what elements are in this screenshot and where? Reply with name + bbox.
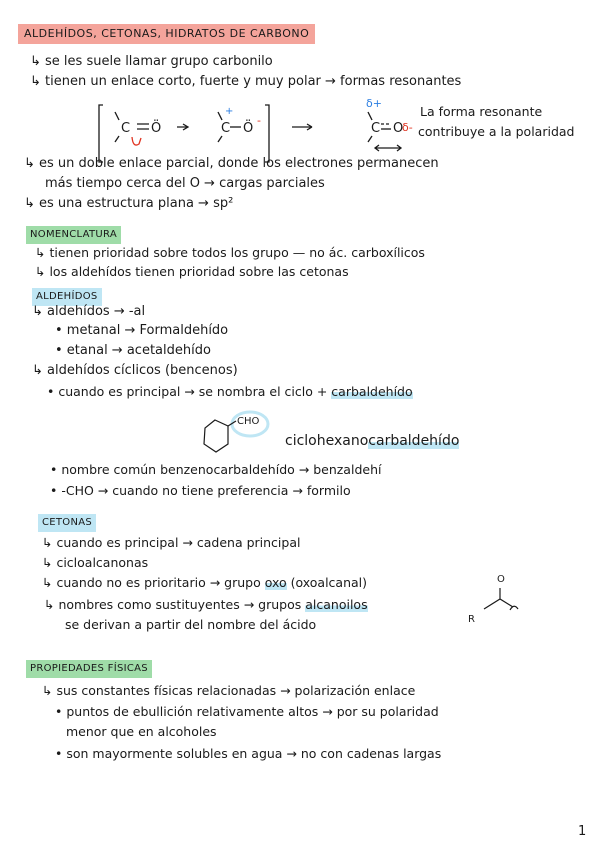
- note-line: ↳ es un doble enlace parcial, donde los electrones permanecen: [24, 156, 439, 171]
- highlighted-term: carbaldehído: [368, 433, 460, 449]
- note-line: ↳ cicloalcanonas: [42, 555, 149, 570]
- note-line: • nombre común benzenocarbaldehído → benzaldehí: [50, 462, 382, 477]
- note-text: ↳ cuando no es prioritario → grupo: [42, 575, 265, 590]
- note-line: ↳ aldehídos → -al: [32, 304, 146, 319]
- page-number: 1: [578, 824, 587, 839]
- svg-text:C: C: [371, 121, 381, 136]
- svg-text:O: O: [393, 121, 404, 136]
- resonance-note: contribuye a la polaridad: [418, 124, 575, 139]
- svg-text:C: C: [121, 121, 131, 136]
- acyl-r-label: R: [468, 614, 475, 625]
- compound-name: [285, 433, 459, 449]
- note-line: ↳ tienen prioridad sobre todos los grupo — no ác. carboxílicos: [35, 245, 425, 260]
- note-line: [44, 597, 368, 613]
- svg-text:-: -: [257, 114, 261, 127]
- note-line: • puntos de ebullición relativamente altos → por su polaridad: [55, 704, 439, 719]
- svg-text:Ö: Ö: [151, 121, 162, 136]
- highlighted-term: carbaldehído: [331, 384, 413, 399]
- section-heading-cetonas: CETONAS: [38, 514, 96, 532]
- note-line: • metanal → Formaldehído: [55, 323, 229, 338]
- highlighted-term: oxo: [264, 575, 287, 590]
- note-line: ↳ sus constantes físicas relacionadas → polarización enlace: [42, 683, 416, 698]
- note-line: • -CHO → cuando no tiene preferencia → formilo: [50, 483, 351, 498]
- note-line: se derivan a partir del nombre del ácido: [65, 617, 317, 632]
- note-text: ciclohexano: [285, 433, 369, 449]
- note-line: [47, 384, 413, 400]
- note-text: (oxoalcanal): [286, 575, 368, 590]
- svg-text:C: C: [221, 121, 231, 136]
- delta-plus-label: δ+: [366, 97, 382, 110]
- acyl-group-structure: [480, 585, 525, 620]
- note-line: • son mayormente solubles en agua → no con cadenas largas: [55, 746, 442, 761]
- note-line: ↳ los aldehídos tienen prioridad sobre las cetonas: [35, 264, 349, 279]
- note-text: ↳ nombres como sustituyentes → grupos: [44, 597, 306, 612]
- note-line: [42, 575, 367, 591]
- resonance-note: La forma resonante: [420, 104, 543, 119]
- section-heading-aldehidos: ALDEHÍDOS: [32, 288, 102, 306]
- svg-text:+: +: [225, 106, 234, 117]
- page-title: ALDEHÍDOS, CETONAS, HIDRATOS DE CARBONO: [18, 24, 315, 44]
- note-line: • etanal → acetaldehído: [55, 343, 211, 358]
- note-line: ↳ se les suele llamar grupo carbonilo: [30, 54, 273, 69]
- note-line: ↳ tienen un enlace corto, fuerte y muy polar → formas resonantes: [30, 74, 462, 89]
- note-line: ↳ cuando es principal → cadena principal: [42, 535, 301, 550]
- cho-label: CHO: [237, 416, 260, 427]
- acyl-oxygen-label: O: [497, 574, 505, 585]
- note-line: más tiempo cerca del O → cargas parciales: [45, 176, 325, 191]
- note-line: menor que en alcoholes: [66, 724, 217, 739]
- note-line: ↳ aldehídos cíclicos (bencenos): [32, 363, 238, 378]
- highlighted-term: alcanoilos: [305, 597, 368, 612]
- section-heading-nomenclatura: NOMENCLATURA: [26, 226, 121, 244]
- section-heading-propiedades: PROPIEDADES FÍSICAS: [26, 660, 152, 678]
- delta-minus-label: δ-: [402, 121, 413, 134]
- note-text: • cuando es principal → se nombra el ciclo +: [47, 384, 332, 399]
- note-line: ↳ es una estructura plana → sp²: [24, 196, 234, 211]
- svg-text:Ö: Ö: [243, 121, 254, 136]
